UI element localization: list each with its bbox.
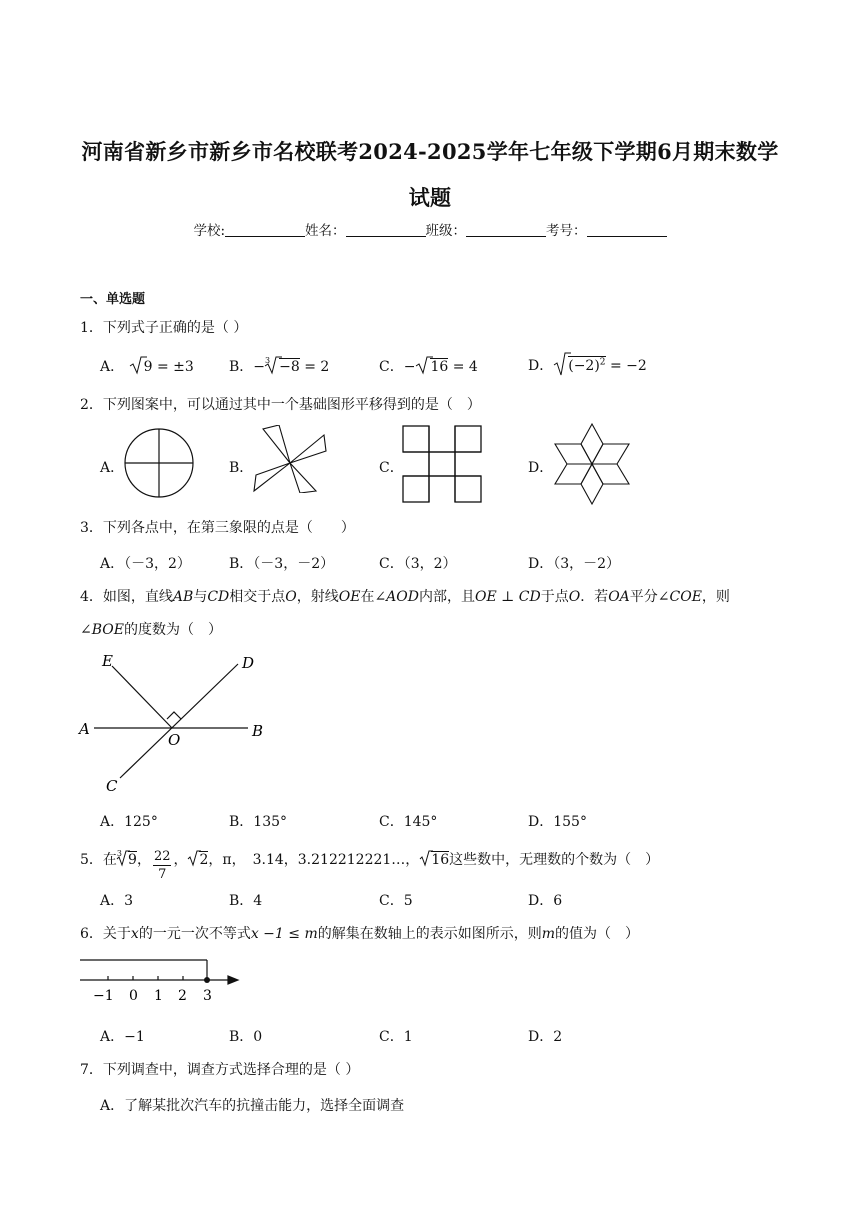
q1-b-index: 3 [265, 356, 271, 365]
q5-option-a: A．3 [100, 893, 134, 909]
q4-text: ，射线 [296, 589, 339, 605]
q5-sqrt2-radicand: 2 [199, 852, 209, 868]
solid-dot-icon [204, 977, 210, 983]
q6-text: 的值为（ ） [555, 926, 639, 942]
q1-option-b [229, 355, 329, 376]
q6-var: x [130, 926, 139, 942]
pinwheel-figure [252, 425, 328, 493]
q4-text: 于点 [540, 589, 569, 605]
exam-no-label: 考号： [546, 223, 587, 239]
q4-var: CD [207, 589, 230, 605]
q5-stem [80, 848, 659, 883]
q2-c-label: C． [379, 460, 404, 476]
q6-option-d: D．2 [528, 1029, 563, 1045]
student-info-line [0, 219, 860, 239]
exam-title-line1: 河南省新乡市新乡市名校联考2024-2025学年七年级下学期6月期末数学 [81, 139, 779, 164]
q4-text: ，则 [701, 589, 730, 605]
q2-stem: 2．下列图案中，可以通过其中一个基础图形平移得到的是（ ） [80, 397, 481, 413]
q4-var: O [568, 589, 581, 605]
q5-frac-num: 22 [153, 849, 171, 864]
fig-label-e: E [102, 652, 113, 670]
q1-d-rest: = −2 [609, 358, 647, 374]
q3-option-c: C．（3，2） [379, 556, 457, 572]
q7-stem: 7．下列调查中，调查方式选择合理的是（ ） [80, 1062, 360, 1078]
q3-option-d: D．（3，－2） [528, 556, 621, 572]
q1-c-radicand: 16 [430, 359, 449, 375]
q4-text: 4．如图，直线 [80, 589, 173, 605]
q2-a-label: A． [100, 460, 125, 476]
q3-option-a: A．（－3，2） [100, 556, 191, 572]
fig-label-d: D [242, 654, 255, 672]
q4-var: OE ⊥ CD [475, 589, 541, 605]
squares-pattern-figure [401, 424, 483, 504]
q6-option-a: A．−1 [100, 1029, 145, 1045]
tick-label: 2 [178, 988, 187, 1004]
q1-d-exponent: 2 [599, 357, 606, 368]
q1-c-rest: = 4 [452, 359, 478, 375]
q2-d-label: D． [528, 460, 554, 476]
q1-a-label: A． [100, 359, 125, 375]
circle-cross-figure [123, 427, 195, 499]
q7-option-a: A．了解某批次汽车的抗撞击能力，选择全面调查 [100, 1098, 405, 1114]
q6-inequality: x −1 ≤ m [250, 926, 318, 942]
q4-text: 内部，且 [419, 589, 475, 605]
star-rhombus-figure [551, 422, 633, 508]
class-label: 班级： [425, 223, 467, 239]
q5-cbrt-index: 3 [116, 849, 123, 858]
q1-d-radicand: (−2) [568, 358, 600, 374]
q4-stem-line1 [80, 586, 730, 606]
intersecting-lines-figure [76, 648, 276, 796]
q4-var: ∠BOE [80, 622, 124, 638]
q5-option-c: C．5 [379, 893, 413, 909]
q5-sep: ， [136, 852, 151, 868]
q1-b-label: B． [229, 359, 254, 375]
exam-title-line2: 试题 [408, 185, 452, 210]
q5-list: ，π， 3.14，3.212212221…， [208, 852, 420, 868]
q6-var: m [541, 926, 555, 942]
q4-text: 平分 [629, 589, 658, 605]
q1-b-radicand: −8 [279, 359, 300, 375]
q5-fraction [153, 848, 172, 883]
school-blank [225, 222, 305, 237]
q3-stem: 3．下列各点中，在第三象限的点是（ ） [80, 520, 355, 536]
tick-label: 3 [203, 988, 212, 1004]
number-line-figure [76, 954, 246, 1008]
q4-option-b: B．135° [229, 814, 288, 830]
q6-text: 6．关于 [80, 926, 131, 942]
q1-d-radicand-wrap [568, 356, 605, 374]
q2-b-label: B． [229, 460, 254, 476]
q4-text: 相交于点 [229, 589, 286, 605]
q6-text: 的解集在数轴上的表示如图所示，则 [317, 926, 542, 942]
q1-d-label: D． [528, 358, 554, 374]
q5-frac-den: 7 [158, 867, 167, 882]
q5-option-b: B．4 [229, 893, 263, 909]
fig-label-a: A [79, 720, 90, 738]
q1-option-a [100, 355, 194, 376]
q4-var: OA [608, 589, 630, 605]
q6-text: 的一元一次不等式 [138, 926, 251, 942]
school-label: 学校: [193, 223, 226, 239]
fig-label-c: C [106, 777, 118, 795]
q1-c-label: C． [379, 359, 404, 375]
q6-option-b: B．0 [229, 1029, 263, 1045]
fig-label-b: B [252, 722, 264, 740]
q5-sep: ， [173, 852, 188, 868]
q1-b-minus: − [253, 359, 266, 375]
q4-text: 在 [360, 589, 375, 605]
section-heading: 一、单选题 [80, 292, 146, 307]
q1-a-radicand: 9 [143, 359, 153, 375]
tick-label: 1 [154, 988, 163, 1004]
q4-text: ．若 [580, 589, 609, 605]
tick-label: 0 [129, 988, 138, 1004]
q4-var: ∠COE [657, 589, 702, 605]
q5-text: 这些数中，无理数的个数为（ ） [449, 852, 660, 868]
fig-label-o: O [168, 731, 181, 749]
tick-label: −1 [93, 988, 114, 1004]
q4-stem-line2 [80, 619, 222, 639]
q1-a-rest: = ±3 [156, 359, 194, 375]
q5-sqrt16-radicand: 16 [431, 852, 450, 868]
q4-text: 的度数为（ ） [123, 622, 222, 638]
q4-var: ∠AOD [374, 589, 419, 605]
exam-no-blank [587, 222, 667, 237]
q4-option-d: D．155° [528, 814, 587, 830]
q5-cbrt-radicand: 9 [128, 852, 137, 868]
q4-text: 与 [193, 589, 208, 605]
q6-option-c: C．1 [379, 1029, 413, 1045]
class-blank [466, 222, 546, 237]
name-label: 姓名： [305, 223, 346, 239]
q3-option-b: B．（－3，－2） [229, 556, 335, 572]
q4-option-c: C．145° [379, 814, 438, 830]
q1-c-minus: − [403, 359, 416, 375]
q4-option-a: A．125° [100, 814, 158, 830]
name-blank [346, 222, 426, 237]
q5-option-d: D．6 [528, 893, 563, 909]
q1-option-d [528, 351, 647, 377]
q4-var: AB [172, 589, 194, 605]
q6-stem [80, 923, 639, 943]
q4-var: O [285, 589, 297, 605]
q4-var: OE [338, 589, 361, 605]
q1-b-rest: = 2 [304, 359, 330, 375]
q5-text: 5．在 [80, 852, 117, 868]
q1-stem: 1．下列式子正确的是（ ） [80, 320, 248, 336]
q1-option-c [379, 355, 478, 376]
